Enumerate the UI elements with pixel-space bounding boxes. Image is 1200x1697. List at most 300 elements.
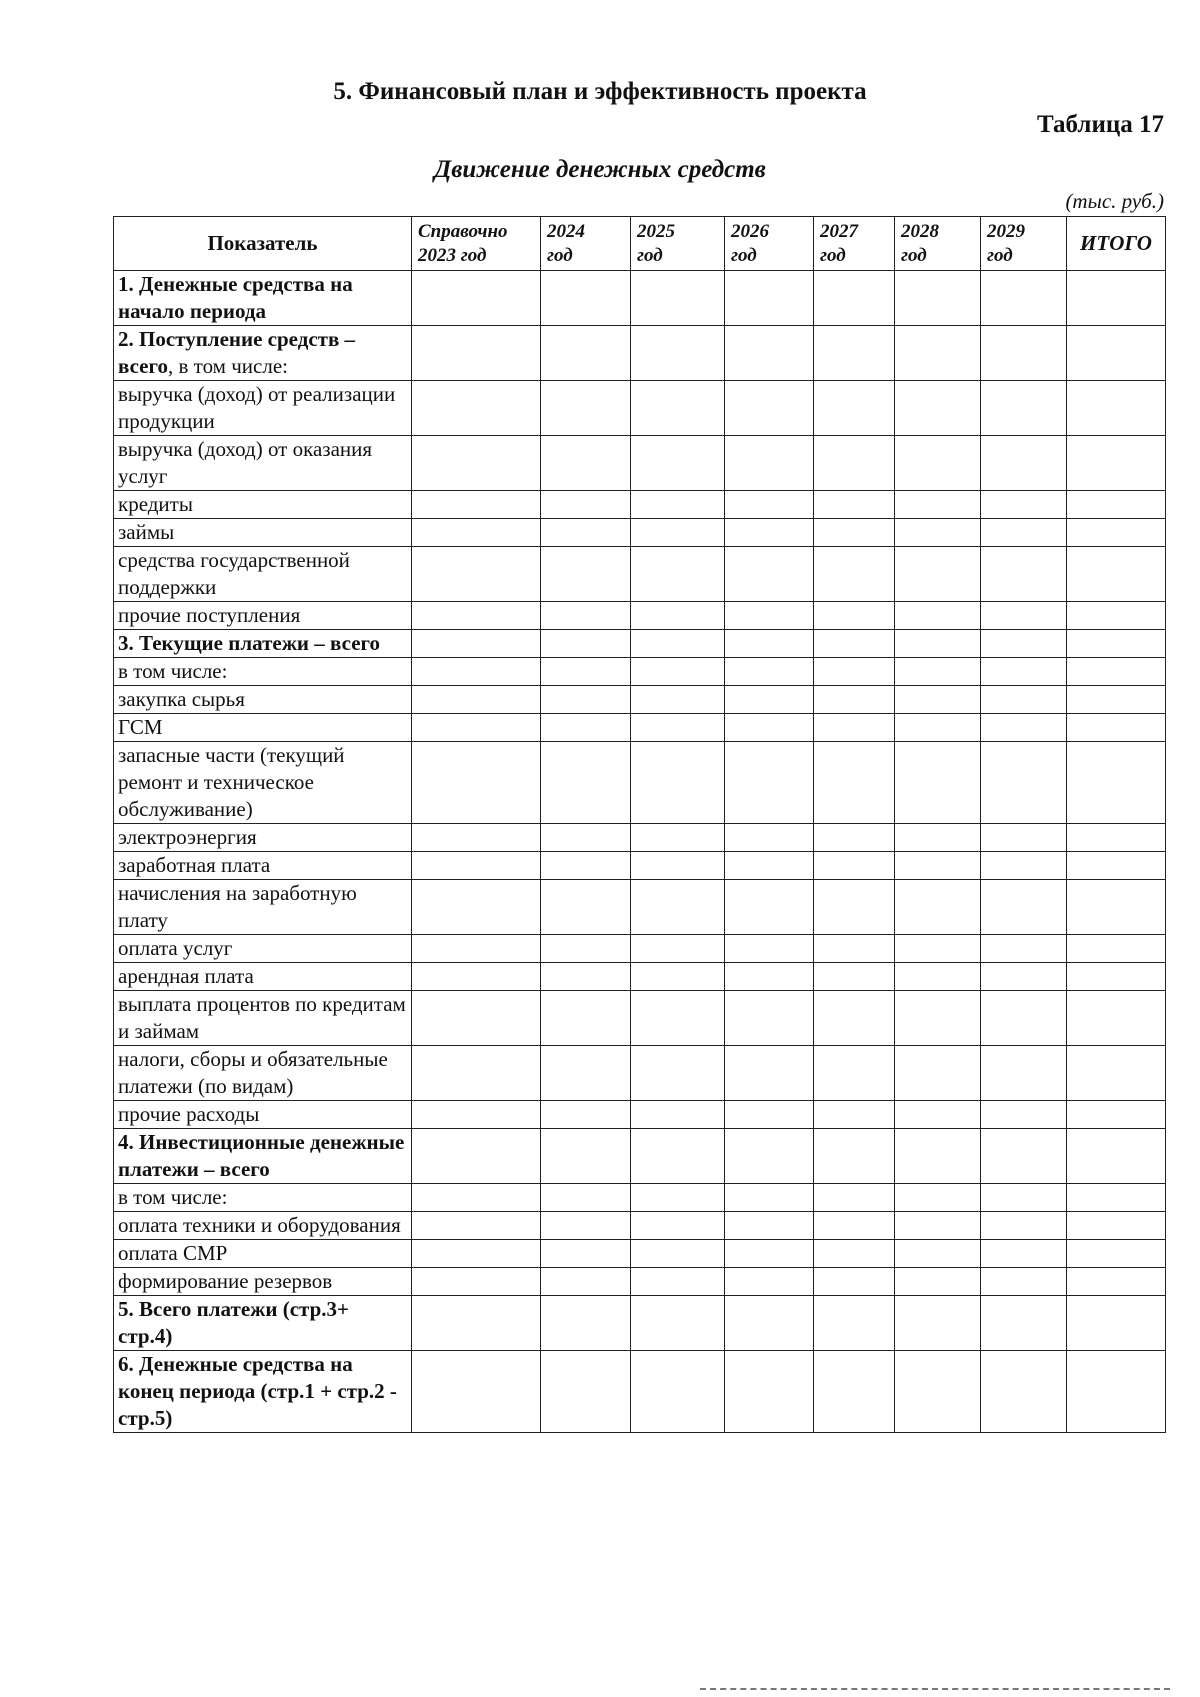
- value-cell: [725, 658, 814, 686]
- value-cell: [1067, 436, 1166, 491]
- row-label-text: оплата техники и оборудования: [118, 1213, 401, 1237]
- table-row: [114, 1296, 1166, 1351]
- row-label-text: заработная плата: [118, 853, 271, 877]
- value-cell: [541, 381, 631, 436]
- row-label: [114, 686, 412, 714]
- header-year-value: 2024: [547, 220, 585, 242]
- value-cell: [1067, 1296, 1166, 1351]
- value-cell: [1067, 1351, 1166, 1433]
- table-row: [114, 1184, 1166, 1212]
- value-cell: [631, 491, 725, 519]
- row-label: [114, 547, 412, 602]
- value-cell: [814, 658, 895, 686]
- value-cell: [814, 686, 895, 714]
- value-cell: [1067, 1129, 1166, 1184]
- value-cell: [1067, 381, 1166, 436]
- value-cell: [981, 686, 1067, 714]
- value-cell: [541, 630, 631, 658]
- value-cell: [725, 963, 814, 991]
- value-cell: [725, 1046, 814, 1101]
- value-cell: [895, 686, 981, 714]
- cash-flow-table: [113, 216, 1166, 1433]
- row-label-text: оплата услуг: [118, 936, 233, 960]
- table-row: [114, 935, 1166, 963]
- value-cell: [981, 714, 1067, 742]
- value-cell: [541, 1129, 631, 1184]
- value-cell: [1067, 686, 1166, 714]
- value-cell: [541, 991, 631, 1046]
- table-row: [114, 1351, 1166, 1433]
- value-cell: [631, 271, 725, 326]
- header-year: [725, 217, 814, 271]
- value-cell: [895, 326, 981, 381]
- value-cell: [541, 963, 631, 991]
- value-cell: [725, 742, 814, 824]
- value-cell: [814, 1101, 895, 1129]
- value-cell: [631, 381, 725, 436]
- value-cell: [895, 271, 981, 326]
- value-cell: [541, 602, 631, 630]
- value-cell: [631, 1212, 725, 1240]
- value-cell: [541, 852, 631, 880]
- value-cell: [895, 714, 981, 742]
- value-cell: [631, 880, 725, 935]
- row-label: [114, 1184, 412, 1212]
- value-cell: [541, 824, 631, 852]
- value-cell: [1067, 824, 1166, 852]
- value-cell: [725, 714, 814, 742]
- value-cell: [541, 1268, 631, 1296]
- value-cell: [541, 271, 631, 326]
- header-year: [895, 217, 981, 271]
- value-cell: [1067, 491, 1166, 519]
- row-label: [114, 602, 412, 630]
- value-cell: [981, 1046, 1067, 1101]
- value-cell: [725, 1296, 814, 1351]
- value-cell: [725, 824, 814, 852]
- row-label-text: закупка сырья: [118, 687, 245, 711]
- table-row: [114, 271, 1166, 326]
- value-cell: [814, 1268, 895, 1296]
- value-cell: [412, 1240, 541, 1268]
- value-cell: [412, 547, 541, 602]
- table-caption: Движение денежных средств: [434, 156, 766, 183]
- value-cell: [814, 630, 895, 658]
- value-cell: [631, 824, 725, 852]
- value-cell: [631, 1240, 725, 1268]
- header-year-value: 2027: [820, 220, 858, 242]
- row-label-text: запасные части (текущий ремонт и техническое обслуживание): [118, 743, 345, 821]
- header-year-value: 2025: [637, 220, 675, 242]
- value-cell: [631, 714, 725, 742]
- header-year-suffix: год: [820, 244, 846, 266]
- value-cell: [1067, 630, 1166, 658]
- value-cell: [725, 1184, 814, 1212]
- value-cell: [895, 1184, 981, 1212]
- table-row: [114, 963, 1166, 991]
- value-cell: [631, 991, 725, 1046]
- value-cell: [895, 491, 981, 519]
- table-row: [114, 436, 1166, 491]
- row-label-text: 1. Денежные средства на начало периода: [118, 272, 353, 323]
- row-label: [114, 491, 412, 519]
- value-cell: [814, 742, 895, 824]
- row-label-text: электроэнергия: [118, 825, 257, 849]
- row-label: [114, 742, 412, 824]
- value-cell: [981, 1296, 1067, 1351]
- value-cell: [541, 1212, 631, 1240]
- value-cell: [814, 852, 895, 880]
- value-cell: [412, 1184, 541, 1212]
- value-cell: [1067, 880, 1166, 935]
- table-row: [114, 824, 1166, 852]
- value-cell: [541, 880, 631, 935]
- value-cell: [1067, 963, 1166, 991]
- value-cell: [1067, 935, 1166, 963]
- value-cell: [412, 963, 541, 991]
- row-label-text: выручка (доход) от оказания услуг: [118, 437, 373, 488]
- value-cell: [631, 547, 725, 602]
- value-cell: [412, 491, 541, 519]
- value-cell: [541, 436, 631, 491]
- value-cell: [814, 880, 895, 935]
- header-year: [981, 217, 1067, 271]
- header-year-suffix: год: [637, 244, 663, 266]
- value-cell: [725, 491, 814, 519]
- row-label-text: , в том числе:: [168, 354, 288, 378]
- value-cell: [895, 880, 981, 935]
- value-cell: [412, 1212, 541, 1240]
- value-cell: [631, 1268, 725, 1296]
- table-row: [114, 714, 1166, 742]
- value-cell: [725, 1212, 814, 1240]
- row-label-text: выплата процентов по кредитам и займам: [118, 992, 406, 1043]
- header-year: [631, 217, 725, 271]
- value-cell: [895, 1129, 981, 1184]
- value-cell: [412, 1351, 541, 1433]
- value-cell: [981, 1184, 1067, 1212]
- value-cell: [895, 436, 981, 491]
- value-cell: [814, 1351, 895, 1433]
- value-cell: [541, 491, 631, 519]
- row-label: [114, 1129, 412, 1184]
- value-cell: [541, 1240, 631, 1268]
- value-cell: [895, 852, 981, 880]
- value-cell: [631, 1129, 725, 1184]
- table-row: [114, 602, 1166, 630]
- table-row: [114, 852, 1166, 880]
- value-cell: [1067, 271, 1166, 326]
- row-label: [114, 1351, 412, 1433]
- row-label: [114, 381, 412, 436]
- value-cell: [981, 1351, 1067, 1433]
- table-row: [114, 1101, 1166, 1129]
- value-cell: [631, 686, 725, 714]
- value-cell: [1067, 1101, 1166, 1129]
- table-row: [114, 742, 1166, 824]
- row-label-text: 5. Всего платежи (стр.3+ стр.4): [118, 1297, 349, 1348]
- value-cell: [631, 1101, 725, 1129]
- value-cell: [412, 658, 541, 686]
- value-cell: [895, 658, 981, 686]
- row-label-text: оплата СМР: [118, 1241, 228, 1265]
- units-label: (тыс. руб.): [1065, 189, 1164, 213]
- value-cell: [981, 381, 1067, 436]
- value-cell: [981, 271, 1067, 326]
- value-cell: [981, 630, 1067, 658]
- header-year-suffix: год: [901, 244, 927, 266]
- value-cell: [895, 963, 981, 991]
- value-cell: [541, 686, 631, 714]
- scan-edge-mark: [700, 1688, 1170, 1693]
- value-cell: [981, 1101, 1067, 1129]
- value-cell: [895, 824, 981, 852]
- row-label: [114, 1296, 412, 1351]
- value-cell: [412, 381, 541, 436]
- value-cell: [412, 1296, 541, 1351]
- value-cell: [412, 436, 541, 491]
- value-cell: [814, 547, 895, 602]
- value-cell: [814, 326, 895, 381]
- row-label: [114, 1212, 412, 1240]
- value-cell: [1067, 602, 1166, 630]
- header-year: [541, 217, 631, 271]
- value-cell: [541, 658, 631, 686]
- row-label: [114, 714, 412, 742]
- value-cell: [814, 935, 895, 963]
- value-cell: [814, 271, 895, 326]
- value-cell: [981, 742, 1067, 824]
- row-label-text: в том числе:: [118, 1185, 228, 1209]
- row-label-text: арендная плата: [118, 964, 254, 988]
- value-cell: [981, 935, 1067, 963]
- value-cell: [1067, 1268, 1166, 1296]
- header-indicator: Показатель: [114, 217, 412, 271]
- value-cell: [541, 547, 631, 602]
- value-cell: [541, 326, 631, 381]
- value-cell: [1067, 1046, 1166, 1101]
- value-cell: [1067, 1212, 1166, 1240]
- value-cell: [725, 852, 814, 880]
- value-cell: [981, 1268, 1067, 1296]
- value-cell: [541, 1351, 631, 1433]
- value-cell: [412, 935, 541, 963]
- header-year-suffix: год: [987, 244, 1013, 266]
- header-year-value: 2028: [901, 220, 939, 242]
- header-reference-line1: Справочно: [418, 220, 508, 242]
- value-cell: [631, 1351, 725, 1433]
- table-row: [114, 880, 1166, 935]
- value-cell: [725, 547, 814, 602]
- row-label: [114, 935, 412, 963]
- row-label-text: выручка (доход) от реализации продукции: [118, 382, 396, 433]
- table-row: [114, 381, 1166, 436]
- row-label: [114, 1268, 412, 1296]
- value-cell: [814, 381, 895, 436]
- row-label-text: в том числе:: [118, 659, 228, 683]
- value-cell: [412, 714, 541, 742]
- value-cell: [814, 991, 895, 1046]
- value-cell: [895, 381, 981, 436]
- value-cell: [725, 1240, 814, 1268]
- value-cell: [1067, 991, 1166, 1046]
- row-label: [114, 658, 412, 686]
- table-row: [114, 1046, 1166, 1101]
- header-reference-year: [412, 217, 541, 271]
- table-body: [114, 271, 1166, 1433]
- row-label-text: 3. Текущие платежи – всего: [118, 631, 381, 655]
- header-reference-line2: 2023 год: [418, 244, 487, 266]
- value-cell: [725, 991, 814, 1046]
- value-cell: [412, 852, 541, 880]
- value-cell: [814, 1046, 895, 1101]
- value-cell: [412, 1101, 541, 1129]
- row-label: [114, 630, 412, 658]
- value-cell: [981, 1129, 1067, 1184]
- value-cell: [412, 326, 541, 381]
- value-cell: [895, 1240, 981, 1268]
- table-row: [114, 658, 1166, 686]
- value-cell: [725, 935, 814, 963]
- value-cell: [895, 1351, 981, 1433]
- value-cell: [814, 963, 895, 991]
- value-cell: [725, 602, 814, 630]
- row-label-text: 6. Денежные средства на конец периода (стр.1 + стр.2 - стр.5): [118, 1352, 397, 1430]
- value-cell: [981, 880, 1067, 935]
- value-cell: [981, 658, 1067, 686]
- row-label-text: 4. Инвестиционные денежные платежи – всего: [118, 1130, 405, 1181]
- value-cell: [631, 658, 725, 686]
- table-row: [114, 547, 1166, 602]
- value-cell: [1067, 714, 1166, 742]
- value-cell: [725, 326, 814, 381]
- row-label-text: начисления на заработную плату: [118, 881, 357, 932]
- value-cell: [725, 880, 814, 935]
- value-cell: [541, 1046, 631, 1101]
- value-cell: [631, 1046, 725, 1101]
- value-cell: [412, 1129, 541, 1184]
- row-label: [114, 852, 412, 880]
- value-cell: [814, 519, 895, 547]
- value-cell: [631, 852, 725, 880]
- value-cell: [412, 1046, 541, 1101]
- value-cell: [412, 630, 541, 658]
- value-cell: [895, 1046, 981, 1101]
- value-cell: [895, 602, 981, 630]
- row-label: [114, 1240, 412, 1268]
- value-cell: [981, 852, 1067, 880]
- row-label: [114, 880, 412, 935]
- value-cell: [814, 1296, 895, 1351]
- table-row: [114, 1212, 1166, 1240]
- row-label-text: средства государственной поддержки: [118, 548, 350, 599]
- value-cell: [725, 1129, 814, 1184]
- value-cell: [631, 742, 725, 824]
- value-cell: [412, 880, 541, 935]
- row-label-text: ГСМ: [118, 715, 163, 739]
- value-cell: [412, 824, 541, 852]
- value-cell: [1067, 1184, 1166, 1212]
- table-row: [114, 491, 1166, 519]
- value-cell: [725, 519, 814, 547]
- value-cell: [1067, 326, 1166, 381]
- value-cell: [814, 1240, 895, 1268]
- value-cell: [814, 602, 895, 630]
- value-cell: [412, 686, 541, 714]
- value-cell: [725, 1101, 814, 1129]
- value-cell: [631, 519, 725, 547]
- value-cell: [981, 824, 1067, 852]
- value-cell: [981, 963, 1067, 991]
- row-label-text: займы: [118, 520, 175, 544]
- row-label-text: кредиты: [118, 492, 193, 516]
- value-cell: [631, 935, 725, 963]
- value-cell: [1067, 519, 1166, 547]
- value-cell: [981, 991, 1067, 1046]
- value-cell: [541, 519, 631, 547]
- value-cell: [725, 686, 814, 714]
- value-cell: [541, 1184, 631, 1212]
- value-cell: [895, 742, 981, 824]
- table-row: [114, 326, 1166, 381]
- value-cell: [981, 1240, 1067, 1268]
- value-cell: [981, 602, 1067, 630]
- value-cell: [895, 935, 981, 963]
- value-cell: [814, 824, 895, 852]
- row-label: [114, 991, 412, 1046]
- value-cell: [631, 602, 725, 630]
- row-label: [114, 963, 412, 991]
- row-label-text: налоги, сборы и обязательные платежи (по видам): [118, 1047, 388, 1098]
- table-row: [114, 519, 1166, 547]
- value-cell: [631, 963, 725, 991]
- value-cell: [412, 271, 541, 326]
- value-cell: [814, 1212, 895, 1240]
- row-label: [114, 1046, 412, 1101]
- table-row: [114, 1129, 1166, 1184]
- header-total: ИТОГО: [1067, 217, 1166, 271]
- value-cell: [412, 1268, 541, 1296]
- value-cell: [541, 742, 631, 824]
- value-cell: [895, 1101, 981, 1129]
- value-cell: [895, 991, 981, 1046]
- value-cell: [895, 1212, 981, 1240]
- table-row: [114, 630, 1166, 658]
- value-cell: [895, 1296, 981, 1351]
- value-cell: [814, 491, 895, 519]
- header-year: [814, 217, 895, 271]
- value-cell: [981, 326, 1067, 381]
- value-cell: [1067, 658, 1166, 686]
- value-cell: [725, 381, 814, 436]
- value-cell: [895, 547, 981, 602]
- value-cell: [412, 602, 541, 630]
- value-cell: [631, 1184, 725, 1212]
- value-cell: [814, 436, 895, 491]
- value-cell: [725, 1351, 814, 1433]
- value-cell: [541, 1101, 631, 1129]
- value-cell: [412, 742, 541, 824]
- value-cell: [725, 436, 814, 491]
- table-row: [114, 1268, 1166, 1296]
- value-cell: [725, 271, 814, 326]
- value-cell: [412, 519, 541, 547]
- header-year-suffix: год: [547, 244, 573, 266]
- row-label: [114, 1101, 412, 1129]
- row-label: [114, 519, 412, 547]
- table-row: [114, 686, 1166, 714]
- value-cell: [1067, 547, 1166, 602]
